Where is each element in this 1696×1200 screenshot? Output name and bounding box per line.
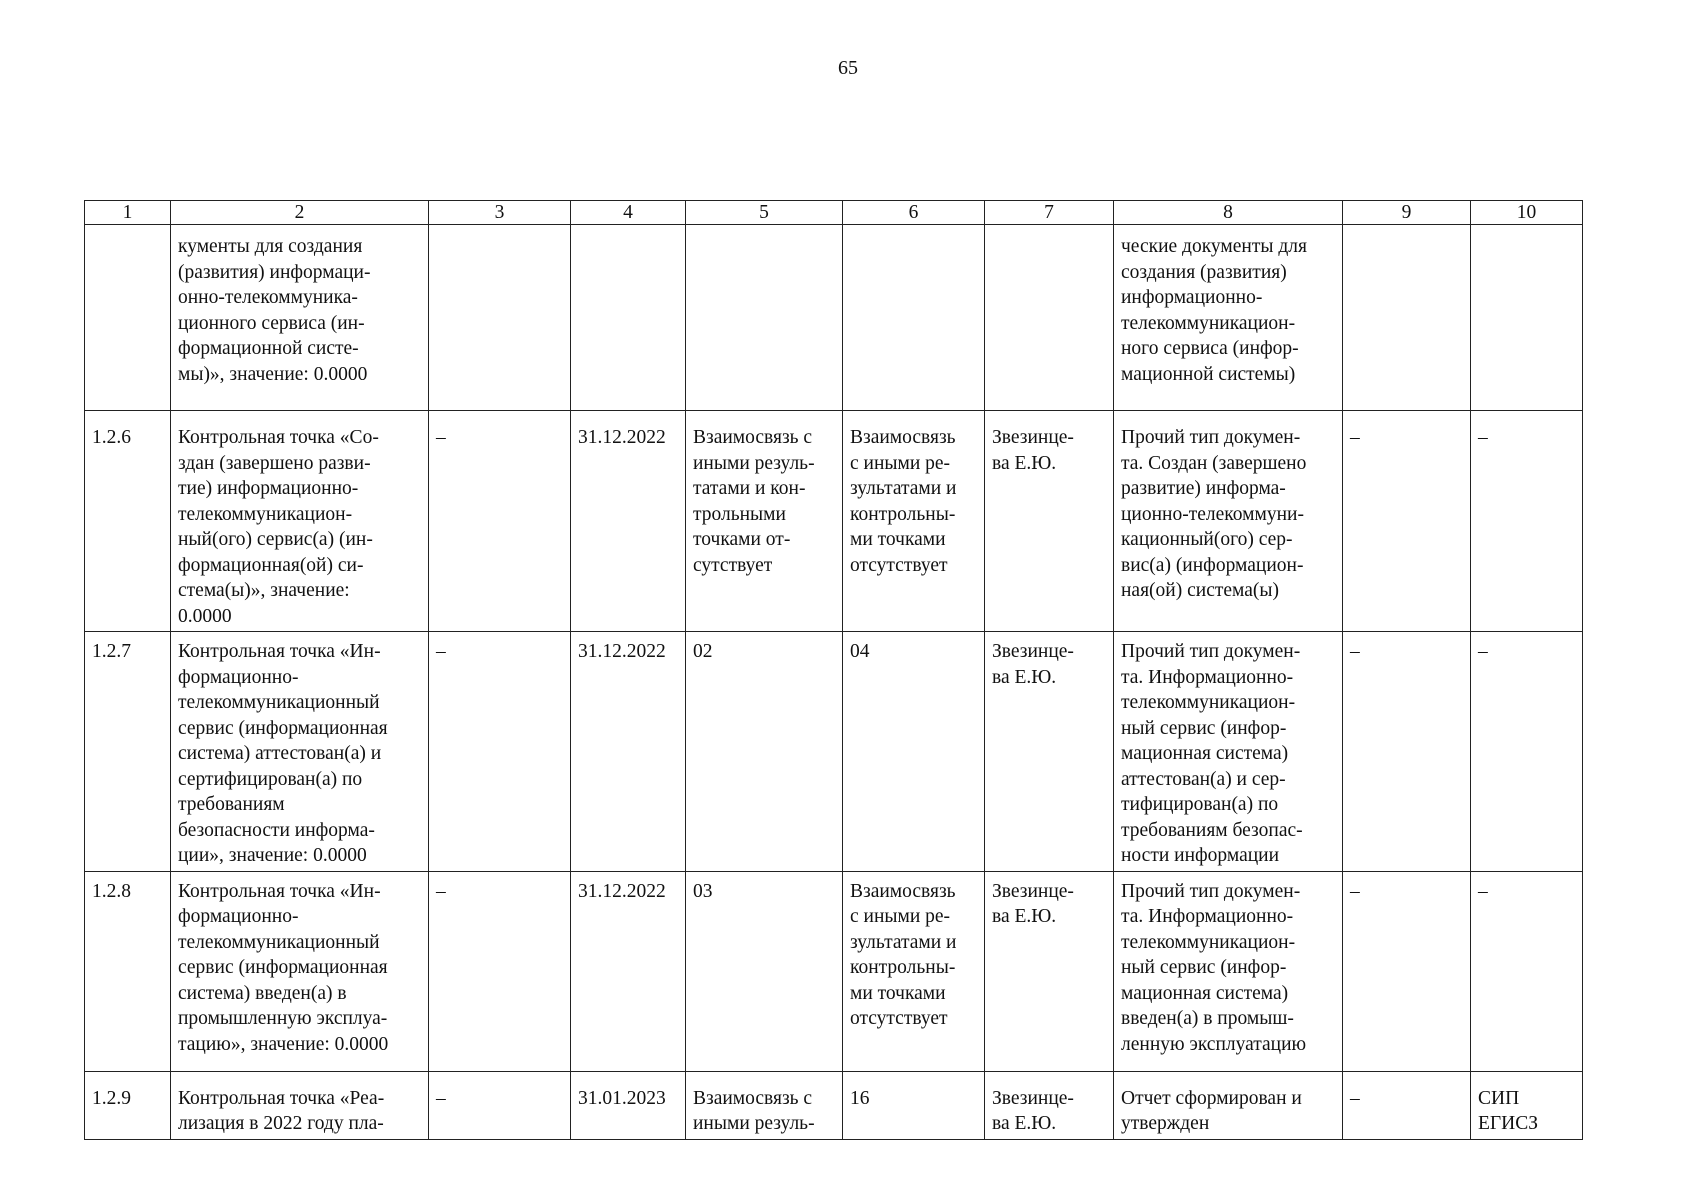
- table-header-row: [85, 201, 1583, 225]
- column-header: 7: [985, 201, 1114, 225]
- table-cell: 1.2.9: [85, 1071, 171, 1139]
- table-cell: Звезинце- ва Е.Ю.: [985, 871, 1114, 1071]
- table-cell: –: [429, 1071, 571, 1139]
- table-cell: [985, 225, 1114, 411]
- table-cell: [429, 225, 571, 411]
- table-cell: Звезинце- ва Е.Ю.: [985, 411, 1114, 632]
- table-cell: –: [429, 411, 571, 632]
- table-row: [85, 411, 1583, 632]
- table-cell: –: [1343, 871, 1471, 1071]
- table-cell: ческие документы для создания (развития) информационно- телекоммуникацион- ного сервиса (инфор- мационной системы): [1114, 225, 1343, 411]
- table-cell: Звезинце- ва Е.Ю.: [985, 632, 1114, 872]
- table-row: [85, 871, 1583, 1071]
- table-cell: –: [1471, 632, 1583, 872]
- table-cell: 03: [686, 871, 843, 1071]
- table-cell: Звезинце- ва Е.Ю.: [985, 1071, 1114, 1139]
- table-cell: Контрольная точка «Со- здан (завершено разви- тие) информационно- телекоммуникацион- ный(ого) сервис(а) (ин- формационная(ой) си- стема(ы)», значение: 0.0000: [171, 411, 429, 632]
- table-cell: [843, 225, 985, 411]
- table-row: [85, 1071, 1583, 1139]
- table-cell: Взаимосвязь с иными ре- зультатами и контрольны- ми точками отсутствует: [843, 411, 985, 632]
- table-cell: 02: [686, 632, 843, 872]
- table-cell: Контрольная точка «Ин- формационно- телекоммуникационный сервис (информационная система) введен(а) в промышленную эксплуа- тацию», значение: 0.0000: [171, 871, 429, 1071]
- checkpoints-table: [84, 200, 1583, 1140]
- table-cell: кументы для создания (развития) информаци- онно-телекоммуника- ционного сервиса (ин- формационной систе- мы)», значение: 0.0000: [171, 225, 429, 411]
- table-cell: [85, 225, 171, 411]
- table-cell: Взаимосвязь с иными резуль- татами и кон- трольными точками от- сутствует: [686, 411, 843, 632]
- column-header: 8: [1114, 201, 1343, 225]
- table-cell: –: [1471, 411, 1583, 632]
- table-cell: 31.01.2023: [571, 1071, 686, 1139]
- column-header: 10: [1471, 201, 1583, 225]
- table-cell: 31.12.2022: [571, 411, 686, 632]
- column-header: 2: [171, 201, 429, 225]
- table-cell: Прочий тип докумен- та. Информационно- телекоммуникацион- ный сервис (инфор- мационная система) аттестован(а) и сер- тифицирован(а) по требованиям безопас- ности информации: [1114, 632, 1343, 872]
- table-cell: Контрольная точка «Ин- формационно- телекоммуникационный сервис (информационная система) аттестован(а) и сертифицирован(а) по требованиям безопасности информа- ции», значение: 0.0000: [171, 632, 429, 872]
- table-cell: [571, 225, 686, 411]
- table-cell: –: [1343, 632, 1471, 872]
- table-cell: 1.2.7: [85, 632, 171, 872]
- table-row: [85, 225, 1583, 411]
- table-cell: 1.2.6: [85, 411, 171, 632]
- table-cell: –: [1471, 871, 1583, 1071]
- column-header: 4: [571, 201, 686, 225]
- table-cell: –: [429, 871, 571, 1071]
- table-cell: 31.12.2022: [571, 871, 686, 1071]
- column-header: 9: [1343, 201, 1471, 225]
- column-header: 5: [686, 201, 843, 225]
- table-cell: –: [429, 632, 571, 872]
- table-row: [85, 632, 1583, 872]
- table-cell: Взаимосвязь с иными резуль-: [686, 1071, 843, 1139]
- page-number: 65: [838, 57, 858, 79]
- table-cell: СИП ЕГИСЗ: [1471, 1071, 1583, 1139]
- table-cell: 04: [843, 632, 985, 872]
- column-header: 6: [843, 201, 985, 225]
- column-header: 1: [85, 201, 171, 225]
- table-cell: –: [1343, 1071, 1471, 1139]
- table-cell: 16: [843, 1071, 985, 1139]
- column-header: 3: [429, 201, 571, 225]
- table-cell: 1.2.8: [85, 871, 171, 1071]
- table-cell: [1343, 225, 1471, 411]
- table-cell: Взаимосвязь с иными ре- зультатами и контрольны- ми точками отсутствует: [843, 871, 985, 1071]
- table-cell: [686, 225, 843, 411]
- table-cell: –: [1343, 411, 1471, 632]
- table-cell: [1471, 225, 1583, 411]
- table-cell: Отчет сформирован и утвержден: [1114, 1071, 1343, 1139]
- table-cell: Контрольная точка «Реа- лизация в 2022 году пла-: [171, 1071, 429, 1139]
- table-cell: Прочий тип докумен- та. Информационно- телекоммуникацион- ный сервис (инфор- мационная система) введен(а) в промыш- ленную эксплуатацию: [1114, 871, 1343, 1071]
- table-cell: Прочий тип докумен- та. Создан (завершено развитие) информа- ционно-телекоммуни- кационный(ого) сер- вис(а) (информацион- ная(ой) система(ы): [1114, 411, 1343, 632]
- table-cell: 31.12.2022: [571, 632, 686, 872]
